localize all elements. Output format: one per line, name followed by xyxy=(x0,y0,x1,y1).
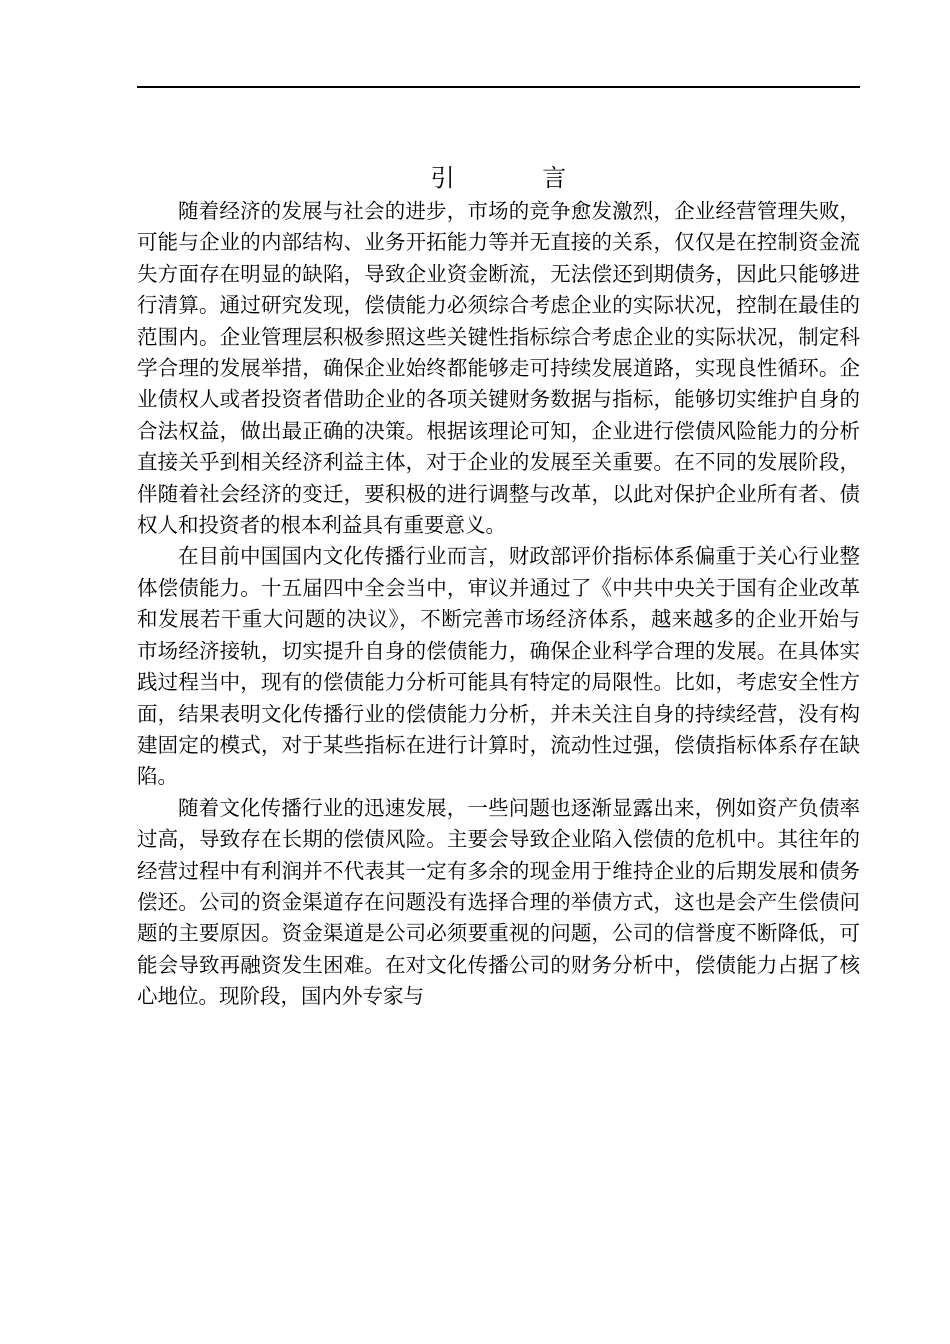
header-rule xyxy=(137,86,860,88)
paragraph-2: 在目前中国国内文化传播行业而言，财政部评价指标体系偏重于关心行业整体偿债能力。十五届四中全会当中，审议并通过了《中共中央关于国有企业改革和发展若干重大问题的决议》，不断完善市场经济体系，越来越多的企业开始与市场经济接轨，切实提升自身的偿债能力，确保企业科学合理的发展。在具体实践过程当中，现有的偿债能力分析可能具有特定的局限性。比如，考虑安全性方面，结果表明文化传播行业的偿债能力分析，并未关注自身的持续经营，没有构建固定的模式，对于某些指标在进行计算时，流动性过强，偿债指标体系存在缺陷。 xyxy=(137,544,860,789)
paragraph-3: 随着文化传播行业的迅速发展，一些问题也逐渐显露出来，例如资产负债率过高，导致存在长期的偿债风险。主要会导致企业陷入偿债的危机中。其往年的经营过程中有利润并不代表其一定有多余的现金用于维持企业的后期发展和债务偿还。公司的资金渠道存在问题没有选择合理的举债方式，这也是会产生偿债问题的主要原因。资金渠道是公司必须要重视的问题，公司的信誉度不断降低，可能会导致再融资发生困难。在对文化传播公司的财务分析中，偿债能力占据了核心地位。现阶段，国内外专家与 xyxy=(137,795,860,1009)
section-title: 引 言 xyxy=(430,164,607,192)
body-text xyxy=(137,196,860,1013)
paragraph-1: 随着经济的发展与社会的进步，市场的竞争愈发激烈，企业经营管理失败，可能与企业的内部结构、业务开拓能力等并无直接的关系，仅仅是在控制资金流失方面存在明显的缺陷，导致企业资金断流，无法偿还到期债务，因此只能够进行清算。通过研究发现，偿债能力必须综合考虑企业的实际状况，控制在最佳的范围内。企业管理层积极参照这些关键性指标综合考虑企业的实际状况，制定科学合理的发展举措，确保企业始终都能够走可持续发展道路，实现良性循环。企业债权人或者投资者借助企业的各项关键财务数据与指标，能够切实维护自身的合法权益，做出最正确的决策。根据该理论可知，企业进行偿债风险能力的分析直接关乎到相关经济利益主体，对于企业的发展至关重要。在不同的发展阶段，伴随着社会经济的变迁，要积极的进行调整与改革，以此对保护企业所有者、债权人和投资者的根本利益具有重要意义。 xyxy=(137,199,860,538)
